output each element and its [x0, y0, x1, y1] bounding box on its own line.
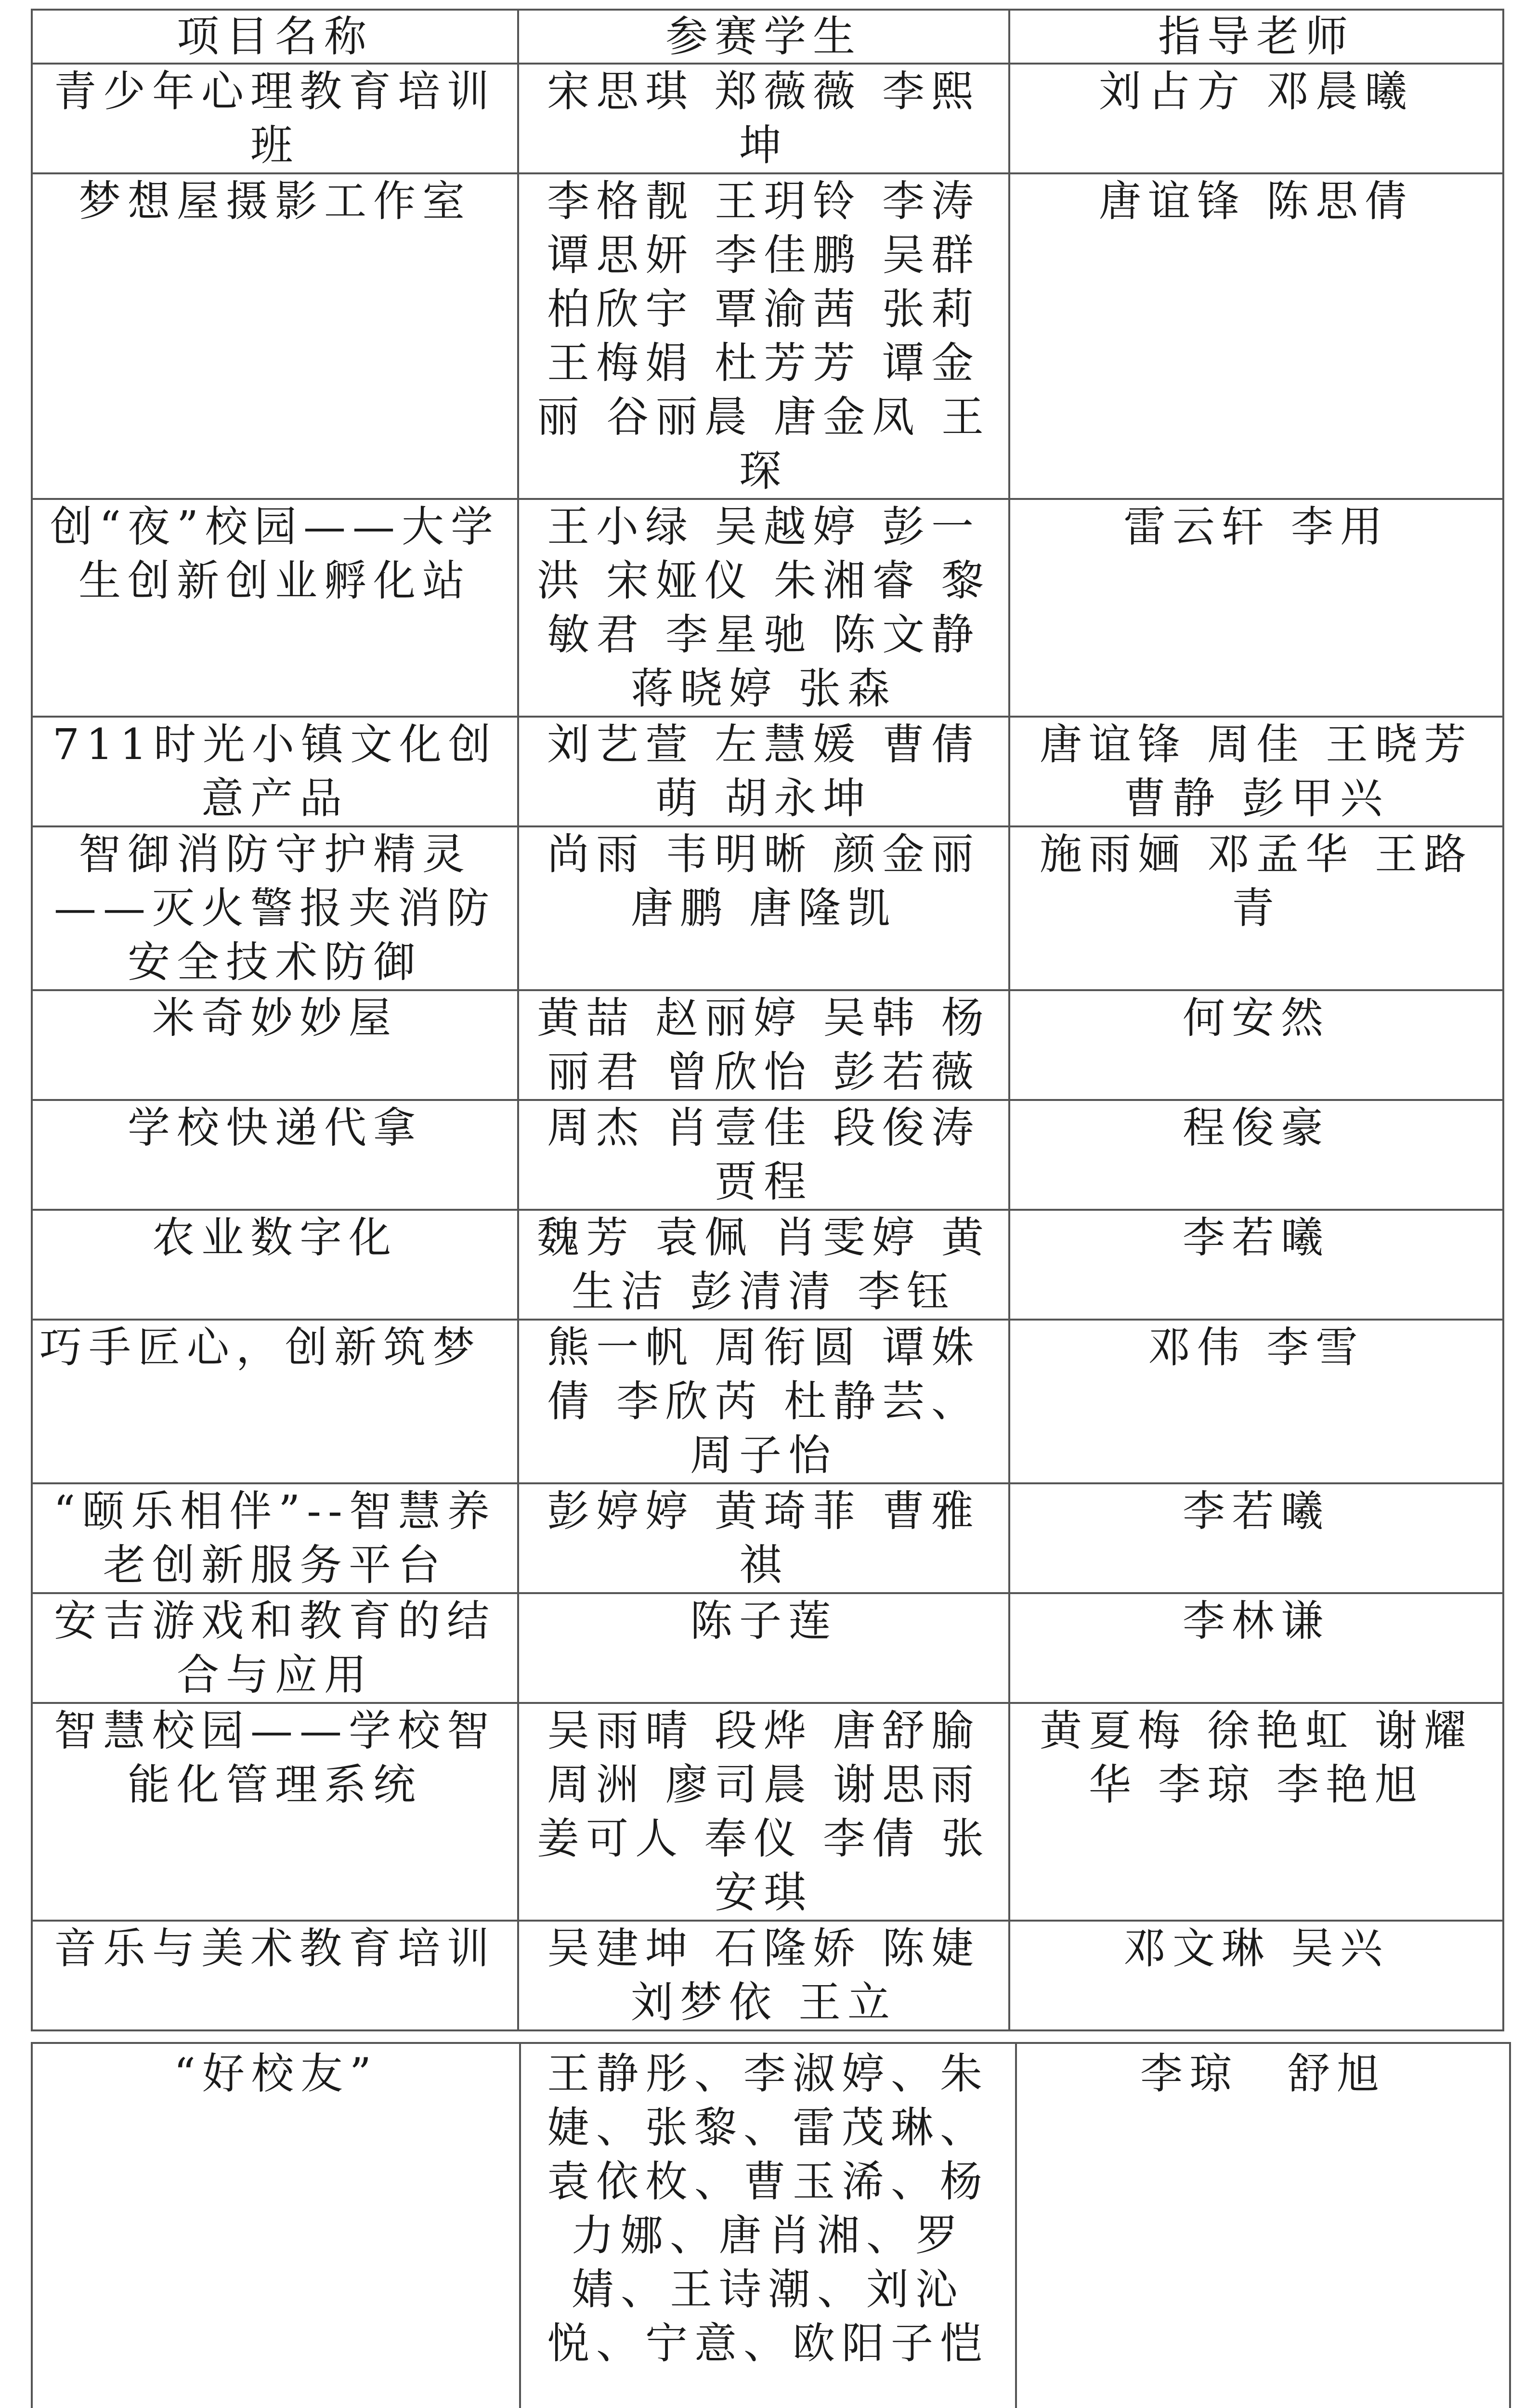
student-names: 陈子莲: [518, 1593, 1009, 1703]
competition-table: [31, 9, 1504, 2031]
student-names: 王小绿 吴越婷 彭一洪 宋娅仪 朱湘睿 黎敏君 李星驰 陈文静 蒋晓婷 张森: [518, 499, 1009, 717]
extra-project-table: [31, 2042, 1511, 2408]
project-name: 巧手匠心，创新筑梦: [32, 1320, 518, 1483]
teacher-names: 雷云轩 李用: [1009, 499, 1503, 717]
table-row: [32, 1320, 1503, 1483]
project-name: “颐乐相伴”--智慧养老创新服务平台: [32, 1483, 518, 1593]
teacher-names: 李林谦: [1009, 1593, 1503, 1703]
project-name: 米奇妙妙屋: [32, 990, 518, 1100]
table-row: [32, 2043, 1510, 2408]
table-row: [32, 1210, 1503, 1320]
student-names: 吴雨晴 段烨 唐舒腧 周洲 廖司晨 谢思雨 姜可人 奉仪 李倩 张安琪: [518, 1703, 1009, 1921]
student-names: 魏芳 袁佩 肖雯婷 黄生洁 彭清清 李钰: [518, 1210, 1009, 1320]
teacher-names: 邓伟 李雪: [1009, 1320, 1503, 1483]
project-name: 智御消防守护精灵——灭火警报夹消防安全技术防御: [32, 826, 518, 990]
project-name: 创“夜”校园——大学生创新创业孵化站: [32, 499, 518, 717]
student-names: 吴建坤 石隆娇 陈婕 刘梦依 王立: [518, 1921, 1009, 2030]
student-names: 宋思琪 郑薇薇 李熙坤: [518, 64, 1009, 173]
table-row: [32, 1483, 1503, 1593]
teacher-names: 唐谊锋 陈思倩: [1009, 173, 1503, 499]
teacher-names: 李若曦: [1009, 1210, 1503, 1320]
student-names: 王静彤、李淑婷、朱婕、张黎、雷茂琳、袁依枚、曹玉浠、杨力娜、唐肖湘、罗婧、王诗潮、刘沁悦、宁意、欧阳子恺: [520, 2043, 1016, 2408]
project-name: 音乐与美术教育培训: [32, 1921, 518, 2030]
table-row: [32, 64, 1503, 173]
project-name: 智慧校园——学校智能化管理系统: [32, 1703, 518, 1921]
student-names: 黄喆 赵丽婷 吴韩 杨丽君 曾欣怡 彭若薇: [518, 990, 1009, 1100]
student-names: 李格靓 王玥铃 李涛 谭思妍 李佳鹏 吴群 柏欣宇 覃渝茜 张莉 王梅娟 杜芳芳 谭金丽 谷丽晨 唐金凤 王琛: [518, 173, 1009, 499]
teacher-names: 黄夏梅 徐艳虹 谢耀华 李琼 李艳旭: [1009, 1703, 1503, 1921]
table-row: [32, 1593, 1503, 1703]
project-name: 711时光小镇文化创意产品: [32, 717, 518, 826]
student-names: 刘艺萱 左慧媛 曹倩萌 胡永坤: [518, 717, 1009, 826]
project-name: 安吉游戏和教育的结合与应用: [32, 1593, 518, 1703]
teacher-names: 施雨婳 邓孟华 王路青: [1009, 826, 1503, 990]
table-row: [32, 826, 1503, 990]
table-row: [32, 1100, 1503, 1210]
header-project: 项目名称: [32, 10, 518, 64]
table-row: [32, 499, 1503, 717]
project-name: “好校友”: [32, 2043, 520, 2408]
student-names: 尚雨 韦明晰 颜金丽 唐鹏 唐隆凯: [518, 826, 1009, 990]
teacher-names: 李若曦: [1009, 1483, 1503, 1593]
teacher-names: 唐谊锋 周佳 王晓芳 曹静 彭甲兴: [1009, 717, 1503, 826]
teacher-names: 何安然: [1009, 990, 1503, 1100]
table-row: [32, 1921, 1503, 2030]
student-names: 熊一帆 周衔圆 谭姝倩 李欣芮 杜静芸、周子怡: [518, 1320, 1009, 1483]
table-row: [32, 173, 1503, 499]
project-name: 梦想屋摄影工作室: [32, 173, 518, 499]
teacher-names: 刘占方 邓晨曦: [1009, 64, 1503, 173]
table-row: [32, 1703, 1503, 1921]
project-name: 学校快递代拿: [32, 1100, 518, 1210]
teacher-names: 邓文琳 吴兴: [1009, 1921, 1503, 2030]
header-students: 参赛学生: [518, 10, 1009, 64]
project-name: 青少年心理教育培训班: [32, 64, 518, 173]
table-row: [32, 717, 1503, 826]
header-row: [32, 10, 1503, 64]
project-name: 农业数字化: [32, 1210, 518, 1320]
teacher-names: 程俊豪: [1009, 1100, 1503, 1210]
header-teachers: 指导老师: [1009, 10, 1503, 64]
teacher-names: 李琼 舒旭: [1016, 2043, 1510, 2408]
table-row: [32, 990, 1503, 1100]
student-names: 彭婷婷 黄琦菲 曹雅祺: [518, 1483, 1009, 1593]
student-names: 周杰 肖壹佳 段俊涛 贾程: [518, 1100, 1009, 1210]
